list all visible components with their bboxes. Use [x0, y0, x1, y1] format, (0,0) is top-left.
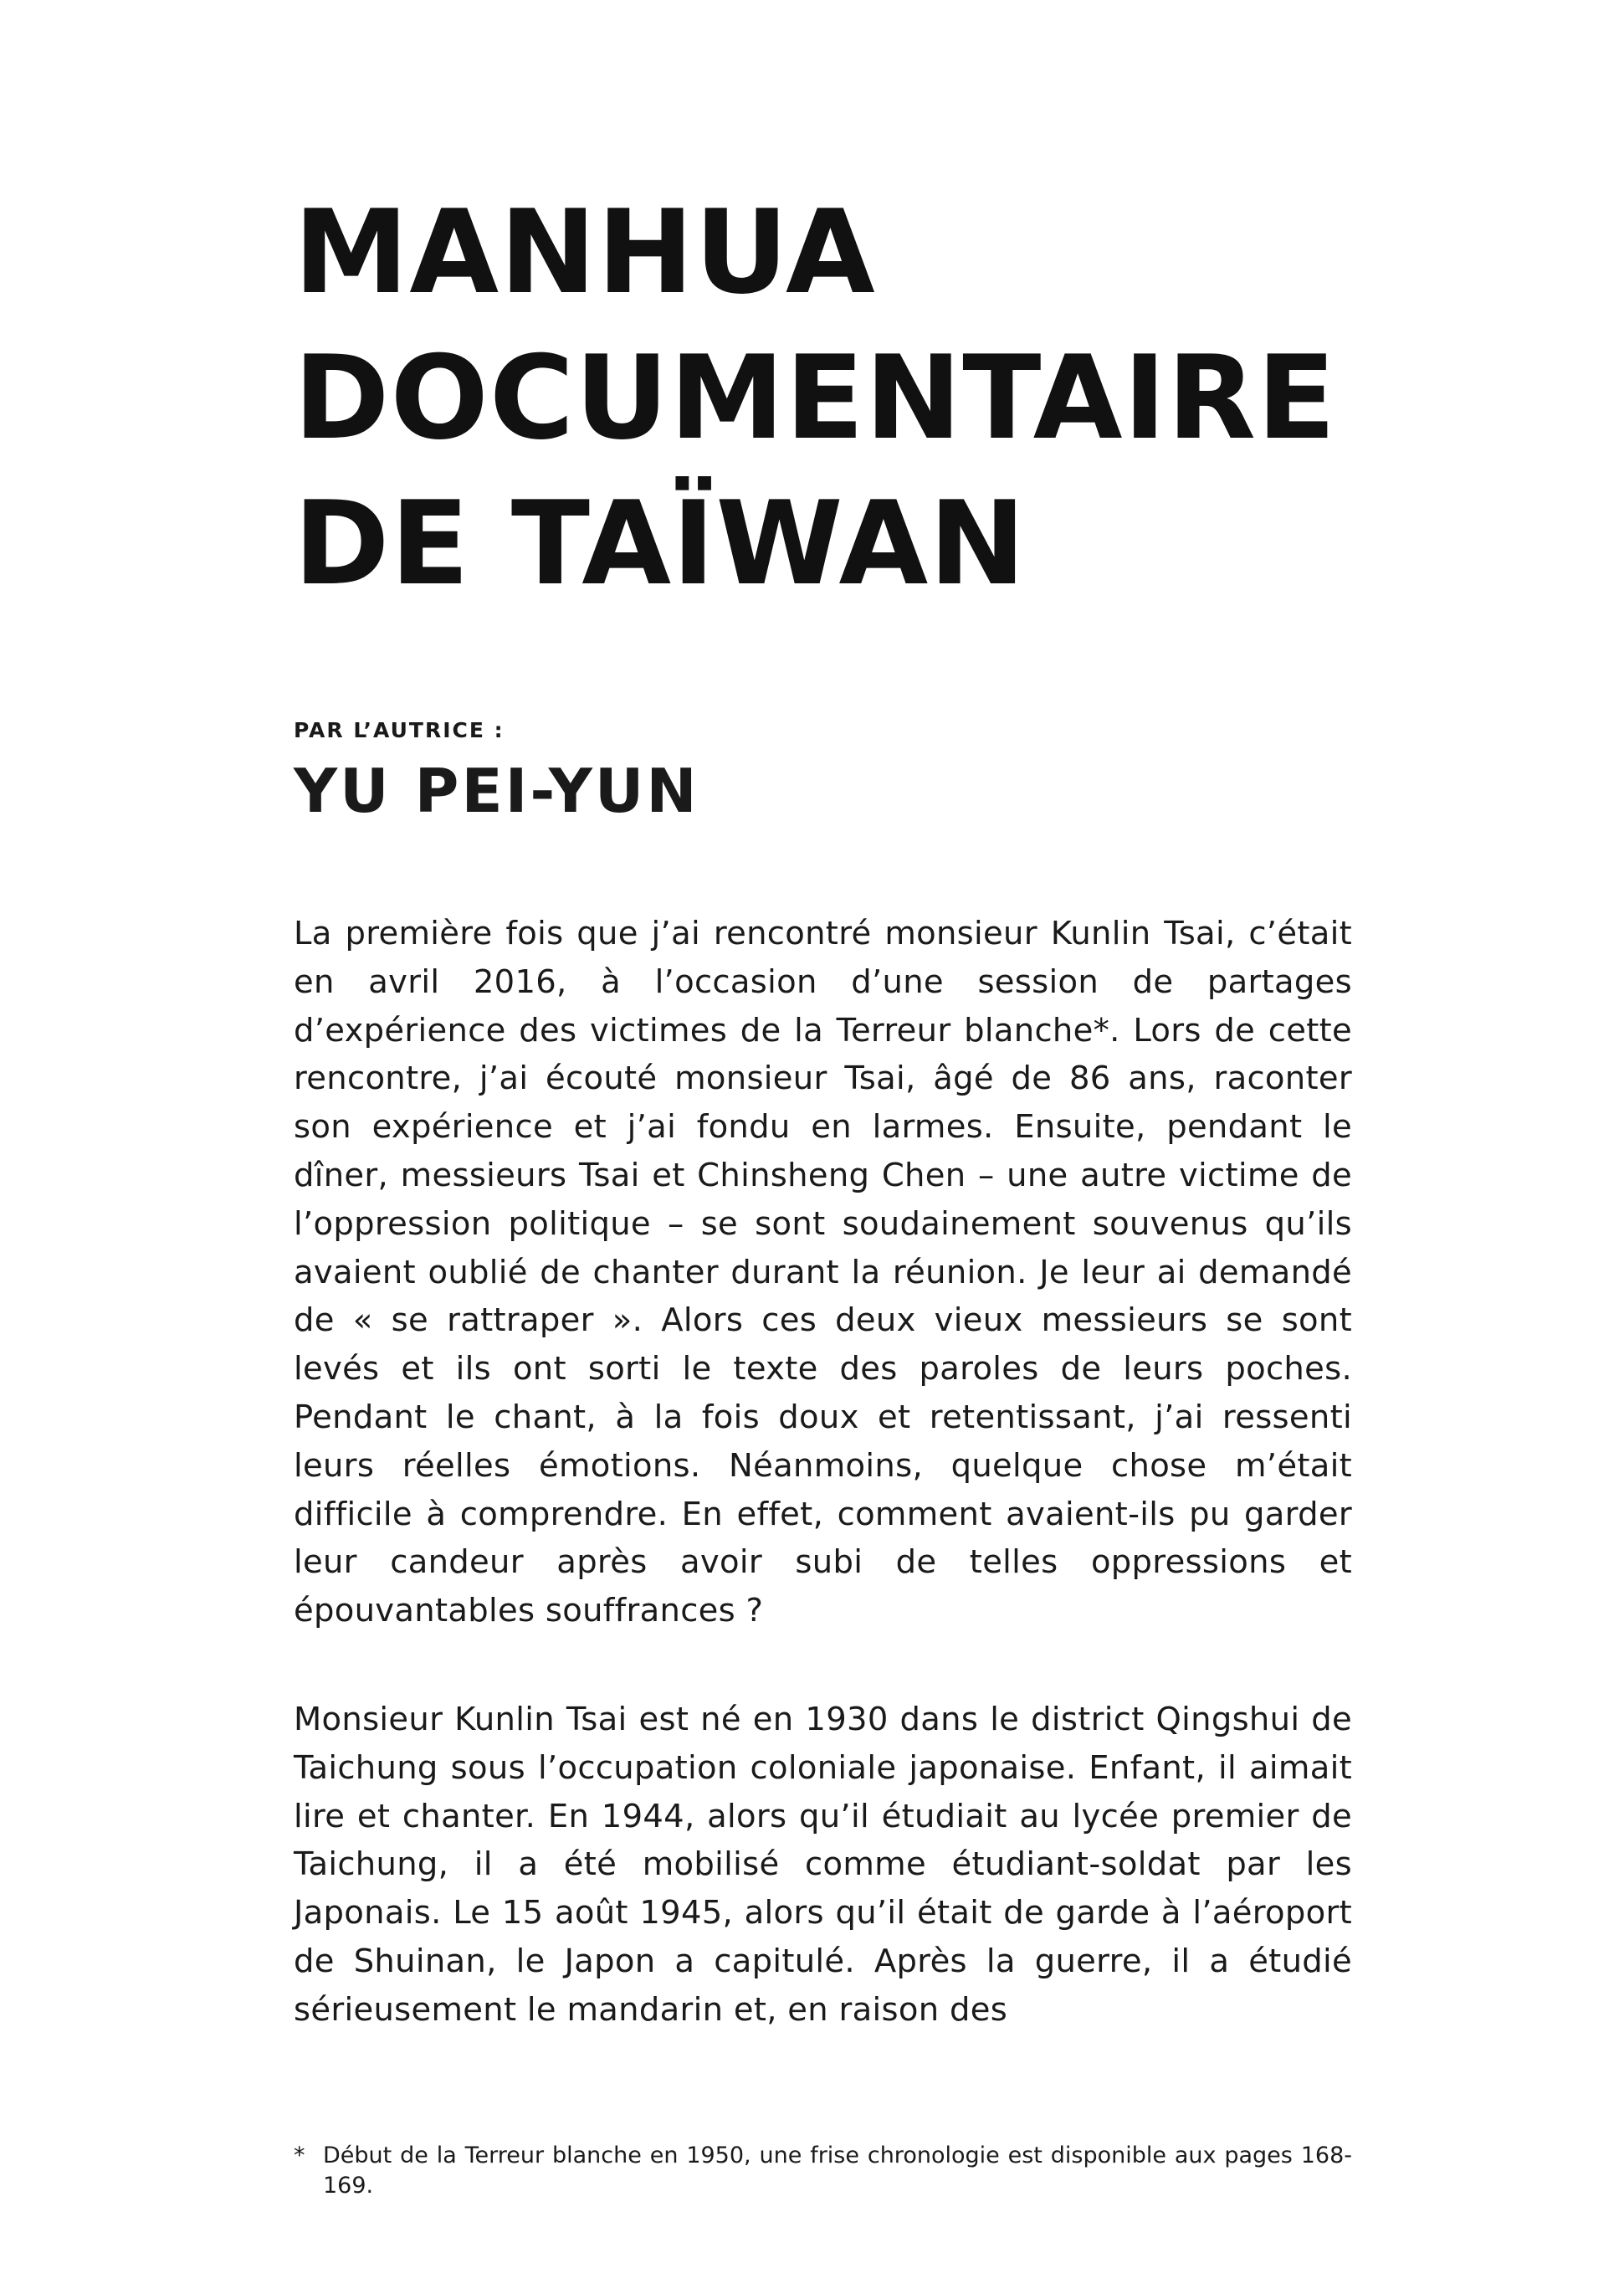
byline-label: PAR L’AUTRICE : [294, 718, 505, 742]
footnote-text: Début de la Terreur blanche en 1950, une frise chronologie est disponible aux pages 168-169. [323, 2143, 1352, 2199]
body-paragraph-2: Monsieur Kunlin Tsai est né en 1930 dans le district Qingshui de Taichung sous l’occupation coloniale japonaise. Enfant, il aimait lire et chanter. En 1944, alors qu’il étudiait au lycée premier de Taichung, il a été mobilisé comme étudiant-soldat par les Japonais. Le 15 août 1945, alors qu’il était de garde à l’aéroport de Shuinan, le Japon a capitulé. Après la guerre, il a étudié sérieusement le mandarin et, en raison des [294, 1701, 1352, 2029]
title-line-1: MANHUA [294, 185, 876, 320]
title-line-2: DOCUMENTAIRE [294, 331, 1337, 465]
body-paragraph-1: La première fois que j’ai rencontré monsieur Kunlin Tsai, c’était en avril 2016, à l’occasion d’une session de partages d’expérience des victimes de la Terreur blanche*. Lors de cette rencontre, j’ai écouté monsieur Tsai, âgé de 86 ans, raconter son expérience et j’ai fondu en larmes. Ensuite, pendant le dîner, messieurs Tsai et Chinsheng Chen – une autre victime de l’oppression politique – se sont soudainement souvenus qu’ils avaient oublié de chanter durant la réunion. Je leur ai demandé de « se rattraper ». Alors ces deux vieux messieurs se sont levés et ils ont sorti le texte des paroles de leurs poches. Pendant le chant, à la fois doux et retentissant, j’ai ressenti leurs réelles émotions. Néanmoins, quelque chose m’était difficile à comprendre. En effet, comment avaient-ils pu garder leur candeur après avoir subi de telles oppressions et épouvantables souffrances ? [294, 915, 1352, 1630]
footnote [294, 2141, 1352, 2201]
footnote-marker: * [294, 2143, 305, 2168]
page-title [294, 180, 1336, 617]
title-line-3: DE TAÏWAN [294, 476, 1027, 611]
author-name: YU PEI-YUN [294, 756, 699, 826]
